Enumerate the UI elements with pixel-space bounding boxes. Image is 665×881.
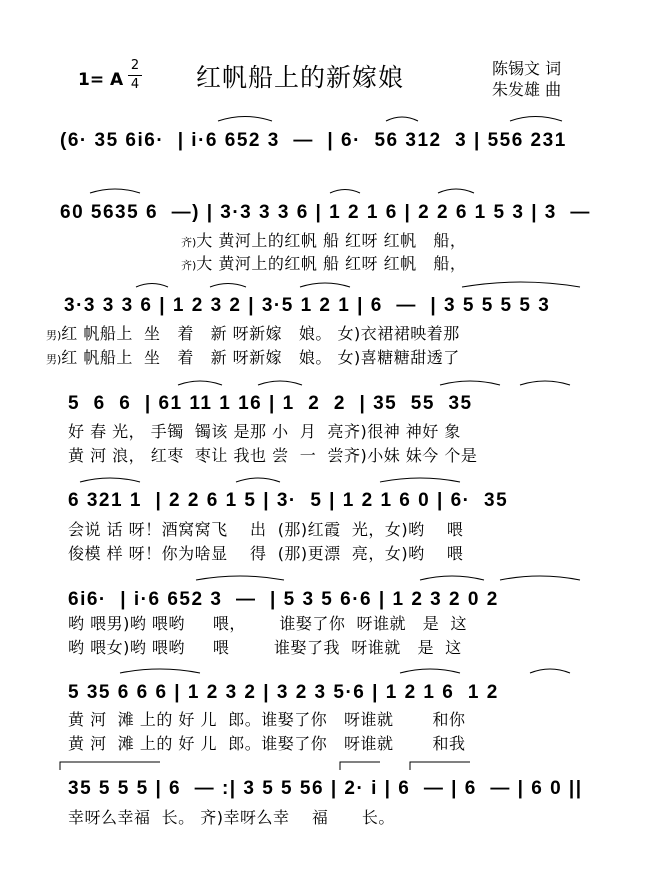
tie-arc	[530, 669, 570, 673]
lyric-text: 黄 河 浪， 红枣 枣让 我也 尝 一 尝齐)小妹 妹今 个是	[68, 446, 478, 465]
tie-arc	[462, 282, 580, 287]
tie-arc	[210, 284, 246, 288]
tie-arc	[80, 478, 140, 482]
lyric-part-tag: 齐)	[181, 259, 197, 272]
notation-line-3: 3·3 3 3 6 | 1 2 3 2 | 3·5 1 2 1 | 6 — | 3 5 5 5 5 3	[64, 295, 551, 316]
lyric-text: 哟 喂男)哟 喂哟 喂， 谁娶了你 呀谁就 是 这	[68, 614, 467, 633]
tie-arc	[520, 381, 570, 385]
notation-line-4: 5 6 6 | 61 11 1 16 | 1 2 2 | 35 55 35	[68, 393, 473, 414]
lyric-line-7a	[68, 708, 653, 732]
lyricist-credit: 陈锡文 词	[492, 59, 562, 78]
lyric-line-5b	[68, 542, 653, 566]
tie-arc	[438, 189, 474, 193]
tie-arc	[120, 669, 200, 673]
lyric-part-tag: 男)	[46, 329, 62, 342]
tie-arc	[136, 284, 168, 288]
tie-arc	[218, 117, 272, 122]
lyric-line-4a	[68, 420, 653, 444]
lyric-line-7b	[68, 732, 653, 756]
credits	[492, 58, 561, 100]
time-signature-top: 2	[130, 58, 140, 73]
tie-arc	[196, 576, 284, 580]
tie-arc	[90, 189, 140, 193]
lyric-text: 红 帆船上 坐 着 新 呀新嫁 娘。 女)喜糖糖甜透了	[61, 348, 460, 367]
time-signature-bottom: 4	[130, 77, 140, 92]
ending-bracket	[60, 762, 160, 770]
lyric-text: 黄 河 滩 上的 好 儿 郎。谁娶了你 呀谁就 和我	[68, 734, 466, 753]
lyric-line-6a	[68, 612, 653, 636]
composer-credit: 朱发雄 曲	[492, 80, 562, 99]
key-signature: 1= A	[78, 70, 124, 90]
notation-line-7: 5 35 6 6 6 | 1 2 3 2 | 3 2 3 5·6 | 1 2 1 6 1 2	[68, 682, 499, 703]
lyric-text: 好 春 光， 手镯 镯该 是那 小 月 亮齐)很神 神好 象	[68, 422, 461, 441]
tie-arc	[500, 576, 580, 580]
lyric-line-5a	[68, 518, 653, 542]
lyric-line-3a	[46, 322, 631, 346]
lyric-line-8a	[68, 806, 653, 830]
lyric-text: 会说 话 呀！酒窝窝飞 出 (那)红霞 光，女)哟 喂	[68, 520, 464, 539]
tie-arc	[236, 478, 280, 482]
lyric-text: 幸呀么幸福 长。 齐)幸呀么幸 福 长。	[68, 808, 395, 827]
time-signature	[128, 58, 142, 93]
notation-line-6: 6i6· | i·6 652 3 — | 5 3 5 6·6 | 1 2 3 2 0 2	[68, 589, 499, 610]
lyric-line-6b	[68, 636, 653, 660]
lyric-text: 大 黄河上的红帆 船 红呀 红帆 船，	[196, 231, 467, 250]
lyric-part-tag: 齐)	[181, 236, 197, 249]
lyric-line-2a	[181, 229, 665, 253]
tie-arc	[380, 478, 460, 482]
lyric-text: 大 黄河上的红帆 船 红呀 红帆 船，	[196, 254, 467, 273]
tie-arc	[258, 381, 302, 385]
lyric-line-3b	[46, 346, 631, 370]
lyric-text: 俊模 样 呀！你为啥显 得 (那)更漂 亮，女)哟 喂	[68, 544, 464, 563]
lyric-text: 黄 河 滩 上的 好 儿 郎。谁娶了你 呀谁就 和你	[68, 710, 466, 729]
tie-arc	[386, 117, 418, 121]
lyric-part-tag: 男)	[46, 353, 62, 366]
tie-arc	[420, 576, 484, 580]
lyric-text: 红 帆船上 坐 着 新 呀新嫁 娘。 女)衣裙裙映着那	[61, 324, 460, 343]
tie-arc	[300, 283, 350, 287]
tie-arc	[400, 669, 460, 673]
ending-bracket	[410, 762, 470, 770]
notation-line-5: 6 321 1 | 2 2 6 1 5 | 3· 5 | 1 2 1 6 0 | 6· 35	[68, 490, 509, 511]
notation-line-1: (6· 35 6i6· | i·6 652 3 — | 6· 56 312 3 | 556 231	[60, 130, 567, 151]
tie-arc	[178, 381, 222, 385]
time-signature-line	[128, 75, 142, 76]
lyric-text: 哟 喂女)哟 喂哟 喂 谁娶了我 呀谁就 是 这	[68, 638, 462, 657]
notation-line-8: 35 5 5 5 | 6 — :| 3 5 5 56 | 2· i | 6 — | 6 — | 6 0 ||	[68, 778, 583, 799]
tie-arc	[330, 190, 360, 194]
ending-bracket	[340, 762, 380, 770]
tie-arc	[440, 381, 500, 385]
lyric-line-4b	[68, 444, 653, 468]
tie-arc	[510, 117, 562, 122]
lyric-line-2b	[181, 252, 665, 276]
song-title: 红帆船上的新嫁娘	[196, 63, 405, 92]
notation-line-2: 60 5635 6 —) | 3·3 3 3 6 | 1 2 1 6 | 2 2 6 1 5 3 | 3 —	[60, 202, 591, 223]
